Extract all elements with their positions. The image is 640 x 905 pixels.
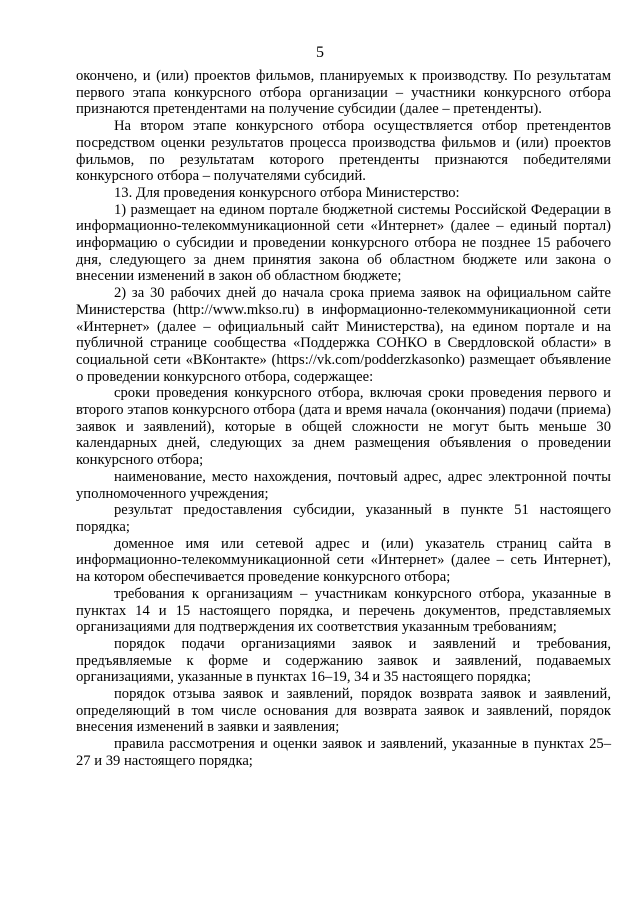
paragraph-review-rules: правила рассмотрения и оценки заявок и заявлений, указанные в пунктах 25–27 и 39 настоящего порядка;	[76, 736, 611, 769]
paragraph-second-stage: На втором этапе конкурсного отбора осуществляется отбор претендентов посредством оценки результатов процесса производства фильмов и (или) проектов фильмов, по результатам которого претенденты признаются победителями конкурсного отбора – получателями субсидий.	[76, 118, 611, 185]
paragraph-withdrawal-procedure: порядок отзыва заявок и заявлений, порядок возврата заявок и заявлений, определяющий в том числе основания для возврата заявок и заявлений, порядок внесения изменений в заявки и заявления;	[76, 686, 611, 736]
paragraph-subitem-2: 2) за 30 рабочих дней до начала срока приема заявок на официальном сайте Министерства (http://www.mkso.ru) в информационно-телекоммуникационной сети «Интернет» (далее – официальный сайт Министерства), на едином портале и на публичной странице сообщества «Поддержка СОНКО в Свердловской области» в социальной сети «ВКонтакте» (https://vk.com/podderzkasonko) размещает объявление о проведении конкурсного отбора, содержащее:	[76, 285, 611, 385]
paragraph-subitem-1: 1) размещает на едином портале бюджетной системы Российской Федерации в информационно-телекоммуникационной сети «Интернет» (далее – единый портал) информацию о субсидии и проведении конкурсного отбора не позднее 15 рабочего дня, следующего за днем принятия закона об областном бюджете или закона о внесении изменений в закон об областном бюджете;	[76, 201, 611, 285]
document-body	[76, 68, 611, 770]
paragraph-requirements: требования к организациям – участникам конкурсного отбора, указанные в пунктах 14 и 15 настоящего порядка, и перечень документов, представляемых организациями для подтверждения их соответствия указанным требованиям;	[76, 585, 611, 636]
paragraph-continuation: окончено, и (или) проектов фильмов, планируемых к производству. По результатам первого этапа конкурсного отбора организации – участники конкурсного отбора признаются претендентами на получение субсидии (далее – претенденты).	[76, 68, 611, 118]
paragraph-institution-details: наименование, место нахождения, почтовый адрес, адрес электронной почты уполномоченного учреждения;	[76, 468, 611, 502]
paragraph-subsidy-result: результат предоставления субсидии, указанный в пункте 51 настоящего порядка;	[76, 502, 611, 535]
paragraph-deadlines: сроки проведения конкурсного отбора, включая сроки проведения первого и второго этапов конкурсного отбора (дата и время начала (окончания) подачи (приема) заявок и заявлений), которые в общей сложности не могут быть меньше 30 календарных дней, следующих за днем размещения объявления о проведении конкурсного отбора;	[76, 385, 611, 469]
page-number: 5	[316, 44, 324, 61]
paragraph-item-13: 13. Для проведения конкурсного отбора Министерство:	[114, 184, 460, 201]
paragraph-domain-name: доменное имя или сетевой адрес и (или) указатель страниц сайта в информационно-телекоммуникационной сети «Интернет» (далее – сеть Интернет), на котором обеспечивается проведение конкурсного отбора;	[76, 535, 611, 586]
paragraph-submission-procedure: порядок подачи организациями заявок и заявлений и требования, предъявляемые к форме и содержанию заявок и заявлений, подаваемых организациями, указанные в пунктах 16–19, 34 и 35 настоящего порядка;	[76, 635, 611, 686]
